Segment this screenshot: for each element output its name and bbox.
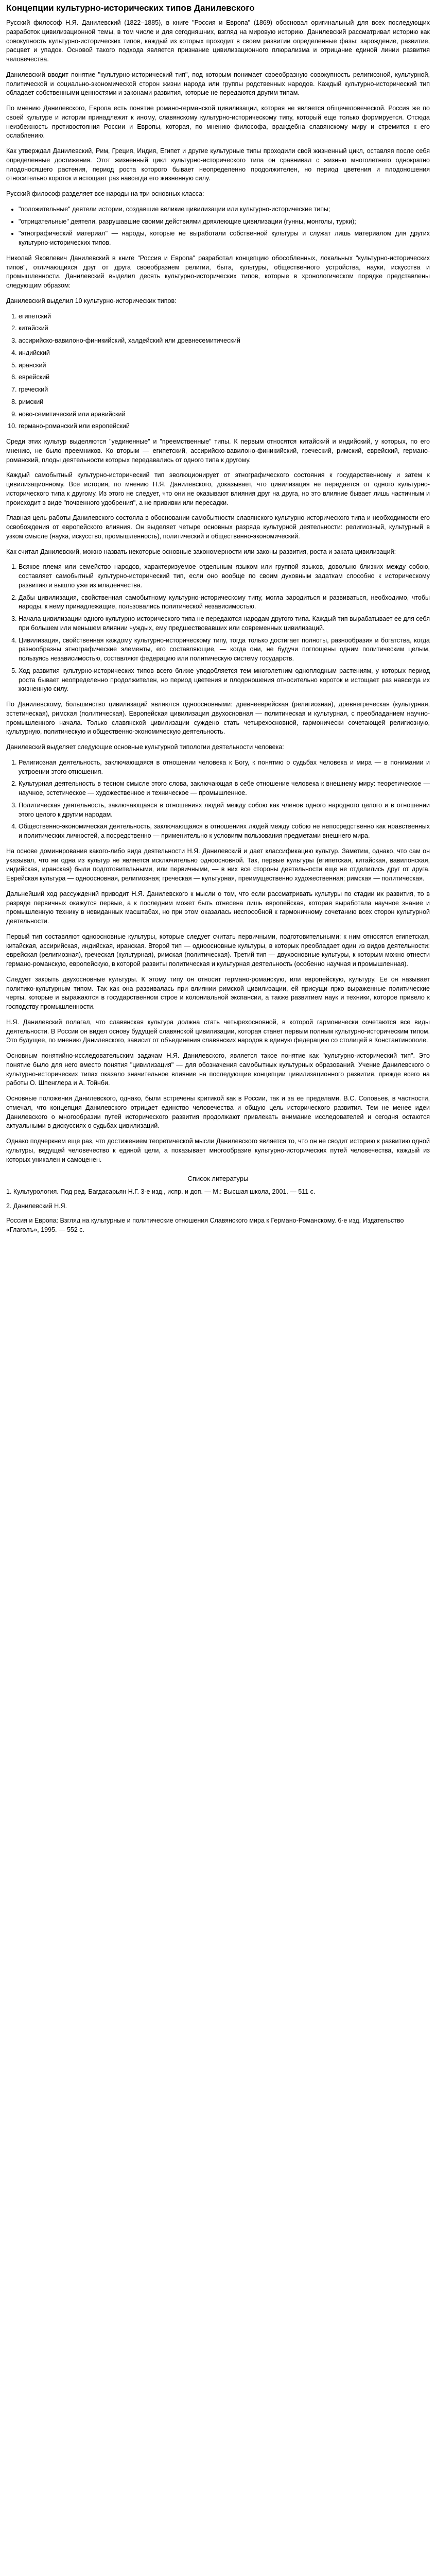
page-title: Концепции культурно-исторических типов Данилевского bbox=[6, 3, 255, 13]
list-item: 3. ассирийско-вавилоно-финикийский, халдейский или древнесемитический bbox=[19, 336, 430, 346]
list-item: 2. Культурная деятельность в тесном смысле этого слова, заключающая в себе отношение человека к внешнему миру: теоретическое — научное, эстетическое — художественное и техническое — промышленное. bbox=[19, 779, 430, 798]
activities-list bbox=[6, 758, 430, 841]
list-item: 3. Начала цивилизации одного культурно-исторического типа не передаются народам другого типа. Каждый тип вырабатывает ее для себя при большем или меньшем влиянии чуждых, ему предшествовавших или современных цивилизаций. bbox=[19, 615, 430, 633]
paragraph: По мнению Данилевского, Европа есть понятие романо-германской цивилизации, которая не является общечеловеческой. Россия же по своей культуре и истории принадлежит к иному, славянскому культурно-историческому типу, который еще только формируется. Отсюда неизбежность противостояния России и Европы, которая, по мнению философа, враждебна славянскому миру и стремится к его ослаблению. bbox=[6, 105, 430, 140]
list-item: 8. римский bbox=[19, 398, 430, 407]
list-item: 1. Религиозная деятельность, заключающаяся в отношении человека к Богу, к понятию о судьбах человека и мира — в понимании и устроении этого отношения. bbox=[19, 758, 430, 777]
paragraph: Русский философ Н.Я. Данилевский (1822–1885), в книге "Россия и Европа" (1869) обосновал оригинальный для всех последующих разработок цивилизационной темы, в том числе и для сегодняшних, взгляд на мировую историю. Данилевский рассматривал историю как совокупность культурно-исторических типов, каждый из которых проходит в своем развитии определенные фазы: зарождение, развитие, расцвет и упадок. Основой такого подхода является признание цивилизационного плюрализма и отрицание единой линии развития человечества. bbox=[6, 19, 430, 63]
list-item: 4. Общественно-экономическая деятельность, заключающаяся в отношениях людей между собою не непосредственно как нравственных и политических личностей, а посредственно — применительно к условиям пользования предметами внешнего мира. bbox=[19, 822, 430, 841]
references-list bbox=[6, 1188, 430, 1234]
paragraph: Однако подчеркнем еще раз, что достижением теоретической мысли Данилевского является то, что он не сводит историю к развитию одной культуры, ведущей человечество к единой цели, а показывает многообразие культурно-исторических путей человечества, каждый из которых уникален и самоценен. bbox=[6, 1138, 430, 1163]
paragraph: По Данилевскому, большинство цивилизаций являются одноосновными: древнееврейская (религиозная), древнегреческая (культурная, эстетическая), римская (политическая). Европейская цивилизация двухосновная — политическая и культурная, с преобладанием научно-промышленного начала. Только славянской цивилизации суждено стать четырехосновной, гармонически сочетающей религиозную, культурную, политическую и общественно-экономическую деятельность. bbox=[6, 701, 430, 736]
list-item: 1. Всякое племя или семейство народов, характеризуемое отдельным языком или группой языков, довольно близких между собою, составляет самобытный культурно-исторический тип, если оно вообще по своим духовным задаткам способно к историческому развитию и вышло уже из младенчества. bbox=[19, 563, 430, 590]
references-title: Список литературы bbox=[187, 1175, 249, 1183]
list-item: 4. индийский bbox=[19, 349, 430, 358]
list-item: 2. Дабы цивилизация, свойственная самобытному культурно-историческому типу, могла зародиться и развиваться, необходимо, чтобы народы, к нему принадлежащие, пользовались политической независимостью. bbox=[19, 594, 430, 612]
laws-list bbox=[6, 563, 430, 694]
list-item: 4. Цивилизация, свойственная каждому культурно-историческому типу, тогда только достигает полноты, разнообразия и богатства, когда разнообразны этнографические элементы, его составляющие, — когда они, не будучи поглощены одним политическим целым, пользуясь независимостью, составляют федерацию или политическую систему государств. bbox=[19, 636, 430, 664]
paragraph: Как утверждал Данилевский, Рим, Греция, Индия, Египет и другие культурные типы проходили свой жизненный цикл, оставляя после себя определенные достижения. Этот жизненный цикл культурно-исторического типа он сравнивал с жизнью многолетнего однократно плодоносящего растения, период роста которого бывает неопределенно продолжителен, но период цветения и плодоношения относительно короток и истощает раз навсегда его жизненную силу. bbox=[6, 147, 430, 182]
list-item: • "положительные" деятели истории, создавшие великие цивилизации или культурно-исторические типы; bbox=[19, 205, 430, 214]
list-item: 5. иранский bbox=[19, 361, 430, 370]
reference-item: 1. Культурология. Под ред. Багдасарьян Н.Г. 3-е изд., испр. и доп. — М.: Высшая школа, 2001. — 511 с. bbox=[6, 1188, 316, 1196]
list-item: 3. Политическая деятельность, заключающаяся в отношениях людей между собою как членов одного народного целого и в отношении этого целого к другим народам. bbox=[19, 801, 430, 820]
list-item: 5. Ход развития культурно-исторических типов всего ближе уподобляется тем многолетним одноплодным растениям, у которых период роста бывает неопределенно продолжителен, но период цветения и плодоношения относительно короток и истощает раз навсегда их жизненную силу. bbox=[19, 667, 430, 694]
list-item: 9. ново-семитический или аравийский bbox=[19, 410, 430, 419]
article-body bbox=[6, 19, 430, 1164]
types-list bbox=[6, 312, 430, 432]
list-item: 6. еврейский bbox=[19, 373, 430, 382]
classes-list bbox=[6, 205, 430, 248]
paragraph: Основным понятийно-исследовательским задачам Н.Я. Данилевского, является такое понятие как "культурно-исторический тип". Это понятие было для него вместо понятия "цивилизация" — для обозначения самобытных культурных образований. Учение Данилевского о культурно-исторических типах оказало значительное влияние на последующие концепции цивилизационного развития, прежде всего на работы О. Шпенглера и А. Тойнби. bbox=[6, 1052, 430, 1087]
list-item: 2. китайский bbox=[19, 324, 430, 333]
paragraph: Данилевский выделяет следующие основные культурной типологии деятельности человека: bbox=[6, 743, 284, 751]
reference-item: 2. Данилевский Н.Я. bbox=[6, 1202, 67, 1210]
document-page bbox=[0, 0, 436, 1252]
paragraph: Следует закрыть двухосновные культуры. К этому типу он относит германо-романскую, или европейскую, культуру. Ее он называет политико-культурным типом. Так как она развивалась при влиянии римской цивилизации, ей присущи ярко выраженные политические черты, которые и выражаются в государственном строе и колониальной экспансии, а также развитием наук и техники, которое привело к господству промышленности. bbox=[6, 975, 430, 1010]
reference-item: Россия и Европа: Взгляд на культурные и политические отношения Славянского мира к Германо-Романскому. 6-е изд. Издательство «Глаголъ», 1995. — 552 с. bbox=[6, 1216, 404, 1233]
list-item: • "отрицательные" деятели, разрушавшие своими действиями дряхлеющие цивилизации (гунны, монголы, турки); bbox=[19, 217, 430, 227]
list-item: 10. германо-романский или европейский bbox=[19, 422, 430, 431]
paragraph: Основные положения Данилевского, однако, были встречены критикой как в России, так и за ее пределами. В.С. Соловьев, в частности, отмечал, что концепция Данилевского отрицает единство человечества и общую цель исторического развития. Тем не менее идеи Данилевского о многообразии путей исторического развития продолжают привлекать внимание исследователей и сегодня остаются актуальными в дискуссиях о судьбах цивилизаций. bbox=[6, 1095, 430, 1130]
paragraph: Первый тип составляют одноосновные культуры, которые следует считать первичными, подготовительными; к ним относятся египетская, китайская, ассирийская, индийская, иранская. Второй тип — одноосновные культуры, в которых преобладает один из видов деятельности: еврейская (религиозная), греческая (культурная), римская (политическая). Третий тип — двухосновные культуры, к которым можно отнести германо-романскую, европейскую, в которой развиты политическая и культурная деятельность (особенно научная и промышленная). bbox=[6, 933, 430, 968]
list-item: 1. египетский bbox=[19, 312, 430, 321]
paragraph: На основе доминирования какого-либо вида деятельности Н.Я. Данилевский и дает классификацию культур. Заметим, однако, что сам он указывал, что ни одна из культур не является исключительно одноосновной. Так, первые культуры (египетская, китайская, вавилонская, индийская, иранская) были подготовительными, или первичными, — в них все стороны деятельности еще не отделились друг от друга. Еврейская культура — одноосновная, религиозная; греческая — культурная, преимущественно художественная; римская — политическая. bbox=[6, 847, 430, 882]
paragraph: Николай Яковлевич Данилевский в книге "Россия и Европа" разработал концепцию обособленных, локальных "культурно-исторических типов", отличающихся друг от друга своеобразием религии, быта, культуры, общественного устройства, науки, искусства и промышленности. Данилевский выделил десять культурно-исторических типов, которые в хронологическом порядке представлены следующим образом: bbox=[6, 254, 430, 289]
paragraph: Среди этих культур выделяются "уединенные" и "преемственные" типы. К первым относятся китайский и индийский, у которых, по его мнению, не было преемников. Ко вторым — египетский, ассирийско-вавилоно-финикийский, греческий, римский, еврейский, германо-романский, плоды деятельности которых передавались от одного типа к другому. bbox=[6, 438, 430, 464]
paragraph: Данилевский вводит понятие "культурно-исторический тип", под которым понимает своеобразную совокупность религиозной, культурной, политической и социально-экономической сторон жизни народа или группы родственных народов. Каждый культурно-исторический тип обладает собственными ценностями и законами развития, которые не передаются другим типам. bbox=[6, 71, 430, 97]
paragraph: Каждый самобытный культурно-исторический тип эволюционирует от этнографического состояния к государственному и затем к цивилизационному. Все истоpия, по мнению Н.Я. Данилевского, доказывает, что цивилизация не передается от одного культурно-исторического типа к другому. Из этого не следует, что они не оказывают влияния друг на друга, но это влияние бывает лишь частичным и происходит в виде "почвенного удобрения", а не прививки или пересадки. bbox=[6, 471, 430, 506]
list-item: 7. греческий bbox=[19, 385, 430, 395]
list-item: • "этнографический материал" — народы, которые не выработали собственной культуры и служат лишь материалом для других культурно-исторических типов. bbox=[19, 229, 430, 248]
paragraph: Данилевский выделил 10 культурно-исторических типов: bbox=[6, 297, 177, 304]
paragraph: Как считал Данилевский, можно назвать некоторые основные закономерности или законы развития, роста и заката цивилизаций: bbox=[6, 548, 396, 555]
paragraph: Н.Я. Данилевский полагал, что славянская культура должна стать четырехосновной, в которой гармонически сочетаются все виды деятельности. В России он видел основу будущей славянской цивилизации, которая станет первым полным культурно-историческим типом. Это будущее, по мнению Данилевского, зависит от объединения славянских народов в единую федерацию со столицей в Константинополе. bbox=[6, 1018, 430, 1044]
paragraph: Дальнейший ход рассуждений приводит Н.Я. Данилевского к мысли о том, что если рассматривать культуры по стадии их развития, то в разряде первичных окажутся первые, а к последним может быть отнесена лишь европейская, которая выработала научное знание и промышленную технику в невиданных масштабах, но при этом оказалась неспособной к гармоничному сочетанию всех сторон культурной деятельности. bbox=[6, 890, 430, 925]
paragraph: Русский философ разделяет все народы на три основных класса: bbox=[6, 190, 204, 197]
paragraph: Главная цель работы Данилевского состояла в обосновании самобытности славянского культурно-исторического типа и необходимости его освобождения от европейского влияния. Он выделяет четыре основных разряда культурной деятельности: религиозный, культурный в узком смысле (наука, искусство, промышленность), политический и общественно-экономический. bbox=[6, 514, 430, 540]
